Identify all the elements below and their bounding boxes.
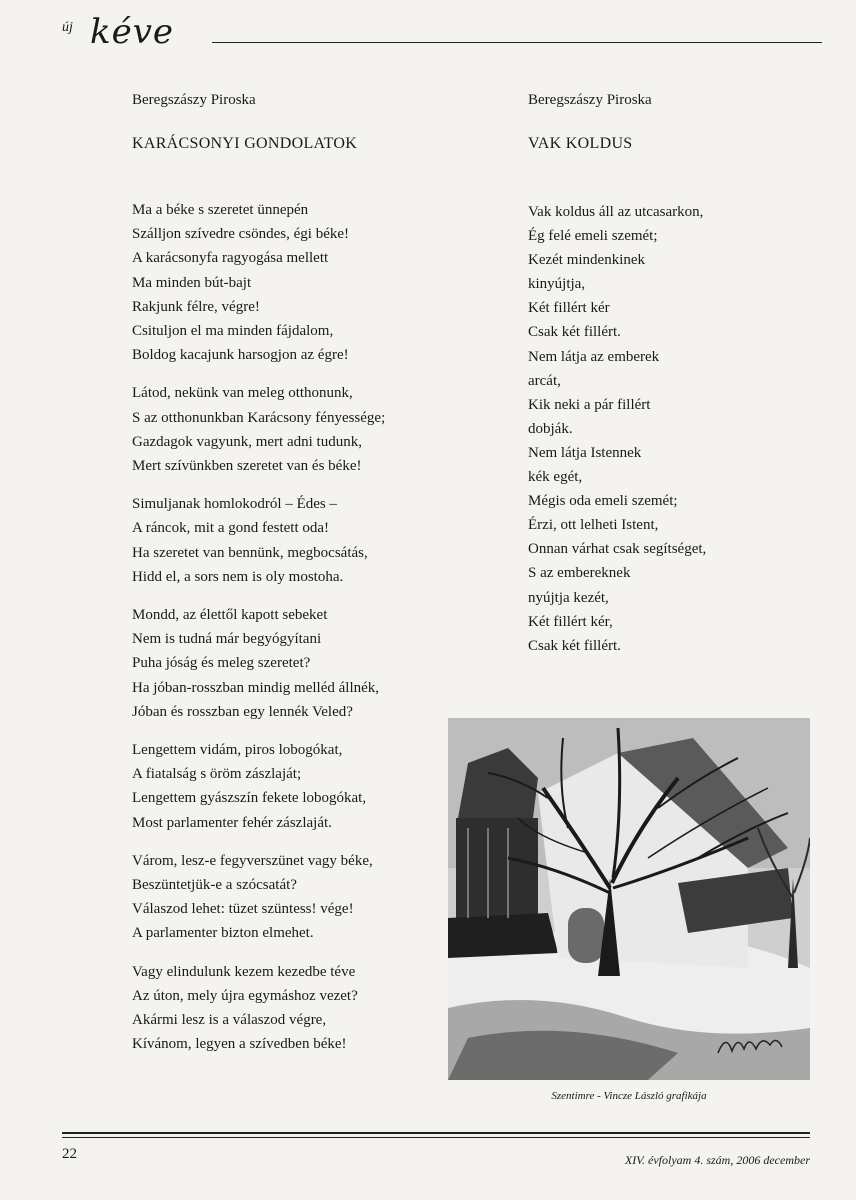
poem-line: Ha jóban-rosszban mindig melléd állnék,	[132, 679, 380, 696]
poem-line: Mégis oda emeli szemét;	[528, 493, 678, 510]
poem-line: arcát,	[528, 372, 561, 389]
stanza	[132, 198, 432, 367]
poem-line: Nem látja Istennek	[528, 444, 642, 461]
right-poem	[528, 92, 808, 658]
poem-line: A ráncok, mit a gond festett oda!	[132, 520, 330, 537]
page-number: 22	[62, 1146, 77, 1162]
poem-line: Kívánom, legyen a szívedben béke!	[132, 1036, 347, 1053]
poem-line: Ég felé emeli szemét;	[528, 228, 658, 245]
masthead	[62, 14, 822, 54]
poem-line: Két fillért kér,	[528, 613, 613, 630]
stanza	[132, 960, 432, 1057]
poem-line: Várom, lesz-e fegyverszünet vagy béke,	[132, 852, 373, 869]
poem-line: Lengettem gyászszín fekete lobogókat,	[132, 790, 367, 807]
right-poem-author: Beregszászy Piroska	[528, 92, 652, 108]
poem-line: Ha szeretet van bennünk, megbocsátás,	[132, 544, 368, 561]
stanza	[132, 381, 432, 478]
poem-line: Ma a béke s szeretet ünnepén	[132, 202, 309, 218]
stanza	[132, 849, 432, 946]
poem-line: A parlamenter bizton elmehet.	[132, 925, 314, 942]
poem-line: Jóban és rosszban egy lennék Veled?	[132, 703, 353, 720]
poem-line: Válaszod lehet: tüzet szüntess! vége!	[132, 901, 354, 918]
right-poem-title: VAK KOLDUS	[528, 135, 633, 152]
poem-line: dobják.	[528, 420, 573, 437]
poem-line: Csak két fillért.	[528, 637, 621, 654]
right-poem-body	[528, 200, 808, 658]
poem-line: Kik neki a pár fillért	[528, 396, 651, 413]
poem-line: Lengettem vidám, piros lobogókat,	[132, 742, 343, 759]
poem-line: Mondd, az élettől kapott sebeket	[132, 607, 328, 624]
poem-line: Beszüntetjük-e a szócsatát?	[132, 877, 297, 894]
left-poem	[132, 92, 432, 1071]
masthead-logo: kéve	[90, 12, 175, 52]
left-poem-title: KARÁCSONYI GONDOLATOK	[132, 135, 358, 152]
poem-line: Onnan várhat csak segítséget,	[528, 541, 707, 558]
illustration-caption: Szentimre - Vincze László grafikája	[551, 1090, 707, 1102]
issue-info: XIV. évfolyam 4. szám, 2006 december	[624, 1153, 810, 1167]
poem-line: Mert szívünkben szeretet van és béke!	[132, 458, 362, 475]
poem-line: A karácsonyfa ragyogása mellett	[132, 250, 329, 267]
poem-line: Érzi, ott lelheti Istent,	[528, 517, 659, 534]
left-poem-body	[132, 198, 432, 1057]
poem-line: kinyújtja,	[528, 276, 586, 293]
poem-line: Két fillért kér	[528, 300, 610, 317]
poem-line: Csak két fillért.	[528, 324, 621, 341]
poem-line: Gazdagok vagyunk, mert adni tudunk,	[132, 433, 362, 450]
footer-rule-thin	[62, 1137, 810, 1138]
poem-line: Nem látja az emberek	[528, 348, 660, 365]
footer-rule-thick	[62, 1132, 810, 1134]
masthead-small-text: új	[62, 20, 73, 35]
poem-line: Az úton, mely újra egymáshoz vezet?	[132, 987, 358, 1004]
poem-line: Szálljon szívedre csöndes, égi béke!	[132, 226, 350, 243]
poem-line: S az otthonunkban Karácsony fényessége;	[132, 409, 386, 426]
masthead-rule	[212, 42, 822, 43]
stanza	[132, 603, 432, 724]
left-poem-author: Beregszászy Piroska	[132, 92, 256, 108]
poem-line: Látod, nekünk van meleg otthonunk,	[132, 385, 353, 402]
poem-line: Ma minden bút-bajt	[132, 274, 252, 291]
stanza	[132, 738, 432, 835]
poem-line: Akármi lesz is a válaszod végre,	[132, 1012, 327, 1029]
poem-line: Nem is tudná már begyógyítani	[132, 631, 322, 648]
poem-line: Puha jóság és meleg szeretet?	[132, 655, 311, 672]
poem-line: S az embereknek	[528, 565, 631, 582]
poem-line: Rakjunk félre, végre!	[132, 298, 260, 315]
poem-line: Kezét mindenkinek	[528, 252, 646, 269]
poem-line: A fiatalság s öröm zászlaját;	[132, 766, 302, 783]
illustration-church-sketch	[448, 718, 810, 1080]
poem-line: Vak koldus áll az utcasarkon,	[528, 204, 704, 220]
stanza	[132, 492, 432, 589]
poem-line: Simuljanak homlokodról – Édes –	[132, 496, 337, 513]
poem-line: kék egét,	[528, 469, 583, 486]
poem-line: Hidd el, a sors nem is oly mostoha.	[132, 568, 344, 585]
poem-line: Csituljon el ma minden fájdalom,	[132, 323, 334, 340]
poem-line: Vagy elindulunk kezem kezedbe téve	[132, 963, 356, 980]
poem-line: nyújtja kezét,	[528, 589, 609, 606]
poem-line: Boldog kacajunk harsogjon az égre!	[132, 347, 349, 364]
poem-line: Most parlamenter fehér zászlaját.	[132, 814, 332, 831]
